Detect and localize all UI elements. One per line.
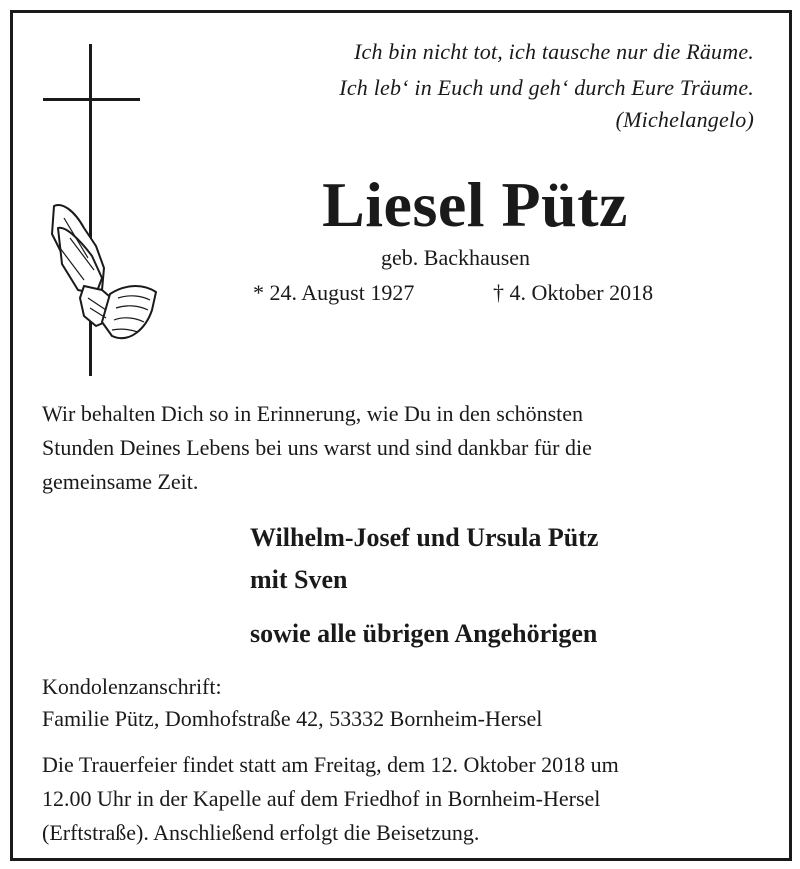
message-line-1: Wir behalten Dich so in Erinnerung, wie Du in den schönsten bbox=[42, 401, 584, 426]
death-date: † 4. Oktober 2018 bbox=[493, 280, 654, 305]
mourners-line-3: sowie alle übrigen Angehörigen bbox=[250, 619, 598, 648]
funeral-line-3: (Erftstraße). Anschließend erfolgt die Beisetzung. bbox=[42, 820, 480, 845]
funeral-line-2: 12.00 Uhr in der Kapelle auf dem Friedhof in Bornheim-Hersel bbox=[42, 786, 601, 811]
deceased-name: Liesel Pütz bbox=[322, 169, 628, 240]
quote-author: (Michelangelo) bbox=[615, 107, 754, 132]
condolence-label: Kondolenzanschrift: bbox=[42, 674, 222, 699]
quote-line-2: Ich leb‘ in Euch und geh‘ durch Eure Träume. bbox=[339, 75, 754, 100]
mourners-line-1: Wilhelm-Josef und Ursula Pütz bbox=[250, 523, 599, 552]
mourners-line-2: mit Sven bbox=[250, 565, 348, 594]
birth-date: * 24. August 1927 bbox=[253, 280, 415, 305]
message-line-3: gemeinsame Zeit. bbox=[42, 469, 199, 494]
message-line-2: Stunden Deines Lebens bei uns warst und sind dankbar für die bbox=[42, 435, 592, 460]
quote-line-1: Ich bin nicht tot, ich tausche nur die Räume. bbox=[353, 39, 754, 64]
funeral-line-1: Die Trauerfeier findet statt am Freitag, dem 12. Oktober 2018 um bbox=[42, 752, 619, 777]
condolence-address: Familie Pütz, Domhofstraße 42, 53332 Bornheim-Hersel bbox=[42, 706, 543, 731]
birth-name: geb. Backhausen bbox=[381, 245, 531, 270]
